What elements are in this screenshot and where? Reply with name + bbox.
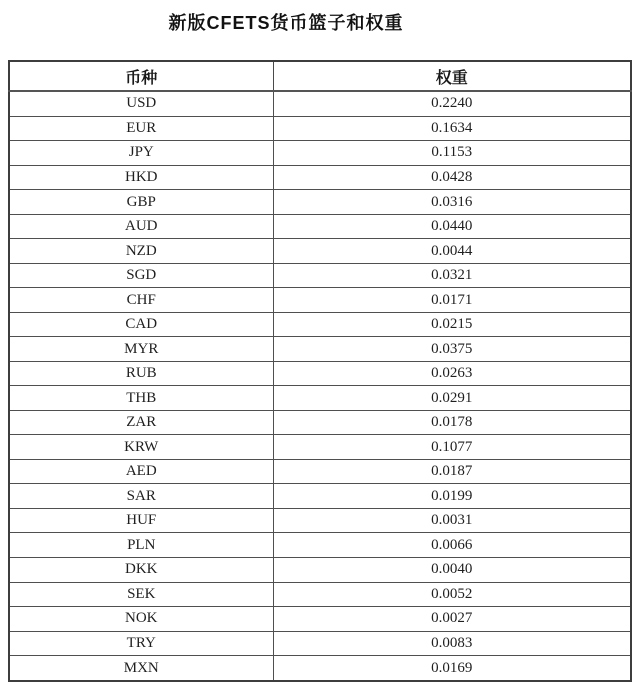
table-row xyxy=(9,410,631,435)
table-row xyxy=(9,508,631,533)
page-title: 新版CFETS货币篮子和权重 xyxy=(168,13,404,33)
table-row xyxy=(9,435,631,460)
weight-cell: 0.0027 xyxy=(273,607,631,632)
table-row xyxy=(9,459,631,484)
weight-cell: 0.0178 xyxy=(273,410,631,435)
weight-cell: 0.0321 xyxy=(273,263,631,288)
weight-cell: 0.0187 xyxy=(273,459,631,484)
currency-cell: MYR xyxy=(9,337,273,362)
table-row xyxy=(9,557,631,582)
weight-cell: 0.0375 xyxy=(273,337,631,362)
currency-weight-table xyxy=(8,60,632,682)
table-row xyxy=(9,190,631,215)
table-row xyxy=(9,484,631,509)
weight-cell: 0.0031 xyxy=(273,508,631,533)
table-row xyxy=(9,361,631,386)
currency-cell: SEK xyxy=(9,582,273,607)
weight-cell: 0.0044 xyxy=(273,239,631,264)
table-row xyxy=(9,607,631,632)
weight-cell: 0.2240 xyxy=(273,91,631,116)
weight-cell: 0.0199 xyxy=(273,484,631,509)
table-row xyxy=(9,337,631,362)
table-row xyxy=(9,582,631,607)
currency-cell: AED xyxy=(9,459,273,484)
weight-cell: 0.0263 xyxy=(273,361,631,386)
currency-cell: SGD xyxy=(9,263,273,288)
table-row xyxy=(9,116,631,141)
header-currency: 币种 xyxy=(9,61,273,91)
table-row xyxy=(9,288,631,313)
currency-cell: HKD xyxy=(9,165,273,190)
weight-cell: 0.0169 xyxy=(273,656,631,681)
weight-cell: 0.1077 xyxy=(273,435,631,460)
currency-cell: ZAR xyxy=(9,410,273,435)
currency-cell: PLN xyxy=(9,533,273,558)
currency-cell: GBP xyxy=(9,190,273,215)
weight-cell: 0.1153 xyxy=(273,141,631,166)
table-row xyxy=(9,263,631,288)
currency-cell: EUR xyxy=(9,116,273,141)
weight-cell: 0.0171 xyxy=(273,288,631,313)
table-row xyxy=(9,165,631,190)
table-row xyxy=(9,239,631,264)
currency-cell: JPY xyxy=(9,141,273,166)
table-row xyxy=(9,312,631,337)
currency-cell: USD xyxy=(9,91,273,116)
currency-cell: KRW xyxy=(9,435,273,460)
currency-cell: NOK xyxy=(9,607,273,632)
weight-cell: 0.0316 xyxy=(273,190,631,215)
currency-cell: TRY xyxy=(9,631,273,656)
table-row xyxy=(9,656,631,681)
table-row xyxy=(9,386,631,411)
table-row xyxy=(9,91,631,116)
currency-cell: RUB xyxy=(9,361,273,386)
currency-cell: DKK xyxy=(9,557,273,582)
currency-cell: NZD xyxy=(9,239,273,264)
weight-cell: 0.0040 xyxy=(273,557,631,582)
currency-cell: THB xyxy=(9,386,273,411)
table-body xyxy=(9,91,631,681)
currency-cell: MXN xyxy=(9,656,273,681)
weight-cell: 0.0052 xyxy=(273,582,631,607)
weight-cell: 0.0428 xyxy=(273,165,631,190)
weight-cell: 0.0440 xyxy=(273,214,631,239)
weight-cell: 0.0215 xyxy=(273,312,631,337)
weight-cell: 0.1634 xyxy=(273,116,631,141)
table-row xyxy=(9,141,631,166)
weight-cell: 0.0083 xyxy=(273,631,631,656)
table-row xyxy=(9,631,631,656)
table-row xyxy=(9,533,631,558)
header-weight: 权重 xyxy=(273,61,631,91)
currency-cell: HUF xyxy=(9,508,273,533)
currency-cell: CHF xyxy=(9,288,273,313)
table-header xyxy=(9,61,631,91)
weight-cell: 0.0066 xyxy=(273,533,631,558)
header-row xyxy=(9,61,631,91)
currency-cell: AUD xyxy=(9,214,273,239)
table-row xyxy=(9,214,631,239)
currency-cell: CAD xyxy=(9,312,273,337)
weight-cell: 0.0291 xyxy=(273,386,631,411)
currency-cell: SAR xyxy=(9,484,273,509)
